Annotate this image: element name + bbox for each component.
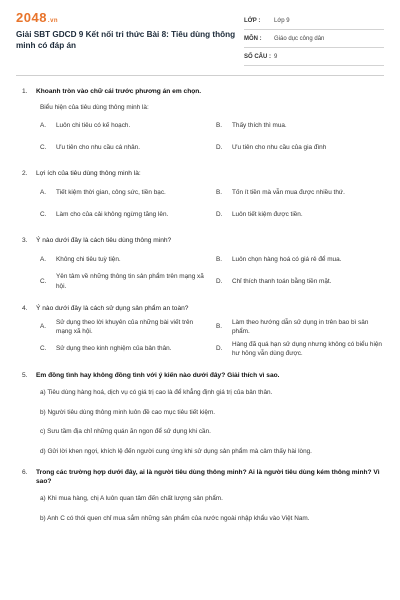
option-letter: A.: [40, 121, 47, 129]
option-letter: C.: [40, 143, 47, 151]
option-a[interactable]: [40, 316, 208, 338]
option-c[interactable]: [40, 203, 208, 225]
option-text: Tốn ít tiền mà vẫn mua được nhiều thứ.: [232, 188, 345, 196]
question-number: 2.: [22, 170, 28, 178]
question-number: 5.: [22, 371, 28, 379]
question-5: [16, 371, 384, 457]
option-text: Làm theo hướng dẫn sử dụng in trên bao bì sản phẩm.: [232, 318, 369, 335]
option-letter: C.: [40, 345, 47, 353]
meta-table: [244, 12, 384, 63]
statement-a: a) Tiêu dùng hàng hoá, dịch vụ có giá trị cao là để khẳng định giá trị của bản thân.: [40, 389, 273, 397]
question-number: 4.: [22, 304, 28, 312]
meta-row-subject: [244, 30, 384, 48]
question-6: [16, 468, 384, 524]
option-text: Luôn chọn hàng hoá có giá rẻ để mua.: [232, 256, 342, 264]
meta-value: Giáo dục công dân: [274, 35, 325, 42]
question-text: Trong các trường hợp dưới đây, ai là người tiêu dùng thông minh? Ai là người tiêu dùng kém thông minh? Vì sao?: [36, 468, 380, 485]
site-logo[interactable]: [16, 10, 241, 25]
option-letter: A.: [40, 256, 47, 264]
options-grid: [40, 249, 384, 293]
option-letter: B.: [216, 188, 223, 196]
meta-row-count: [244, 48, 384, 66]
option-text: Làm cho của cải không ngừng tăng lên.: [56, 210, 169, 218]
option-b[interactable]: [216, 249, 384, 271]
option-text: Luôn chi tiêu có kế hoạch.: [56, 121, 131, 129]
option-letter: C.: [40, 278, 47, 286]
question-2: [16, 169, 384, 225]
question-3: [16, 236, 384, 292]
statement-d: d) Gửi lời khen ngợi, khích lệ đến người cung ứng khi sử dụng sản phẩm mà cảm thấy hài lòng.: [40, 447, 312, 455]
option-text: Yên tâm về những thông tin sản phẩm trên mạng xã hội.: [56, 273, 204, 290]
logo-main: 2048: [16, 10, 47, 25]
option-text: Sử dụng theo lời khuyên của những bài viết trên mạng xã hội.: [56, 318, 194, 335]
question-subtext: Biểu hiện của tiêu dùng thông minh là:: [40, 104, 149, 112]
statement-c: c) Sưu tầm địa chỉ những quán ăn ngon để sử dụng khi cần.: [40, 428, 211, 436]
option-letter: D.: [216, 143, 223, 151]
option-a[interactable]: [40, 249, 208, 271]
meta-key: LỚP :: [244, 17, 261, 24]
option-a[interactable]: [40, 181, 208, 203]
option-text: Ưu tiên cho nhu cầu của gia đình: [232, 143, 327, 151]
question-number: 6.: [22, 468, 28, 476]
statement-b: b) Người tiêu dùng thông minh luôn đề cao mục tiêu tiết kiệm.: [40, 408, 216, 416]
option-c[interactable]: [40, 136, 208, 158]
option-text: Sử dụng theo kinh nghiệm của bản thân.: [56, 345, 172, 353]
option-text: Ưu tiên cho nhu cầu cá nhân.: [56, 143, 140, 151]
option-b[interactable]: [216, 181, 384, 203]
header-divider: [16, 75, 384, 76]
option-letter: D.: [216, 345, 223, 353]
meta-value: Lớp 9: [274, 17, 290, 24]
option-letter: B.: [216, 256, 223, 264]
option-b[interactable]: [216, 114, 384, 136]
option-letter: D.: [216, 278, 223, 286]
question-text: Ý nào dưới đây là cách tiêu dùng thông minh?: [36, 237, 172, 245]
option-letter: A.: [40, 188, 47, 196]
option-text: Hàng đã quá hạn sử dụng nhưng không có biểu hiện hư hỏng vẫn dùng được.: [232, 340, 382, 357]
option-d[interactable]: [216, 136, 384, 158]
options-grid: [40, 316, 384, 360]
document-header: [0, 0, 400, 63]
option-letter: B.: [216, 121, 223, 129]
question-1: [16, 87, 384, 158]
option-d[interactable]: [216, 203, 384, 225]
meta-row-grade: [244, 12, 384, 30]
option-d[interactable]: [216, 271, 384, 293]
question-text: Ý nào dưới đây là cách sử dụng sản phẩm an toàn?: [36, 304, 189, 312]
option-letter: B.: [216, 323, 223, 331]
logo-suffix: .vn: [47, 18, 59, 24]
questions-content: [0, 87, 400, 523]
case-a: a) Khi mua hàng, chị A luôn quan tâm đến chất lượng sản phẩm.: [40, 494, 223, 502]
option-letter: A.: [40, 323, 47, 331]
option-c[interactable]: [40, 338, 208, 360]
option-text: Thấy thích thì mua.: [232, 121, 287, 129]
meta-value: 9: [274, 53, 278, 60]
option-b[interactable]: [216, 316, 384, 338]
option-d[interactable]: [216, 338, 384, 360]
question-text: Lợi ích của tiêu dùng thông minh là:: [36, 170, 141, 178]
question-4: [16, 304, 384, 360]
document-title: Giải SBT GDCD 9 Kết nối tri thức Bài 8: Tiêu dùng thông minh có đáp án: [16, 30, 236, 51]
options-grid: [40, 181, 384, 225]
question-number: 3.: [22, 237, 28, 245]
option-a[interactable]: [40, 114, 208, 136]
option-c[interactable]: [40, 271, 208, 293]
option-text: Luôn tiết kiệm được tiền.: [232, 210, 303, 218]
option-letter: D.: [216, 210, 223, 218]
question-text: Khoanh tròn vào chữ cái trước phương án em chọn.: [36, 88, 202, 95]
option-text: Chỉ thích thanh toán bằng tiền mặt.: [232, 278, 332, 286]
meta-key: MÔN :: [244, 35, 262, 42]
header-left: [16, 10, 241, 63]
case-b: b) Anh C có thói quen chỉ mua sắm những sản phẩm của nước ngoài nhập khẩu vào Việt Nam.: [40, 514, 310, 522]
question-number: 1.: [22, 88, 28, 95]
question-text: Em đồng tình hay không đồng tình với ý kiến nào dưới đây? Giải thích vì sao.: [36, 371, 280, 379]
option-text: Không chi tiêu tuỳ tiện.: [56, 256, 121, 264]
options-grid: [40, 114, 384, 158]
option-text: Tiết kiệm thời gian, công sức, tiền bạc.: [56, 188, 166, 196]
option-letter: C.: [40, 210, 47, 218]
meta-key: SỐ CÂU :: [244, 53, 271, 60]
